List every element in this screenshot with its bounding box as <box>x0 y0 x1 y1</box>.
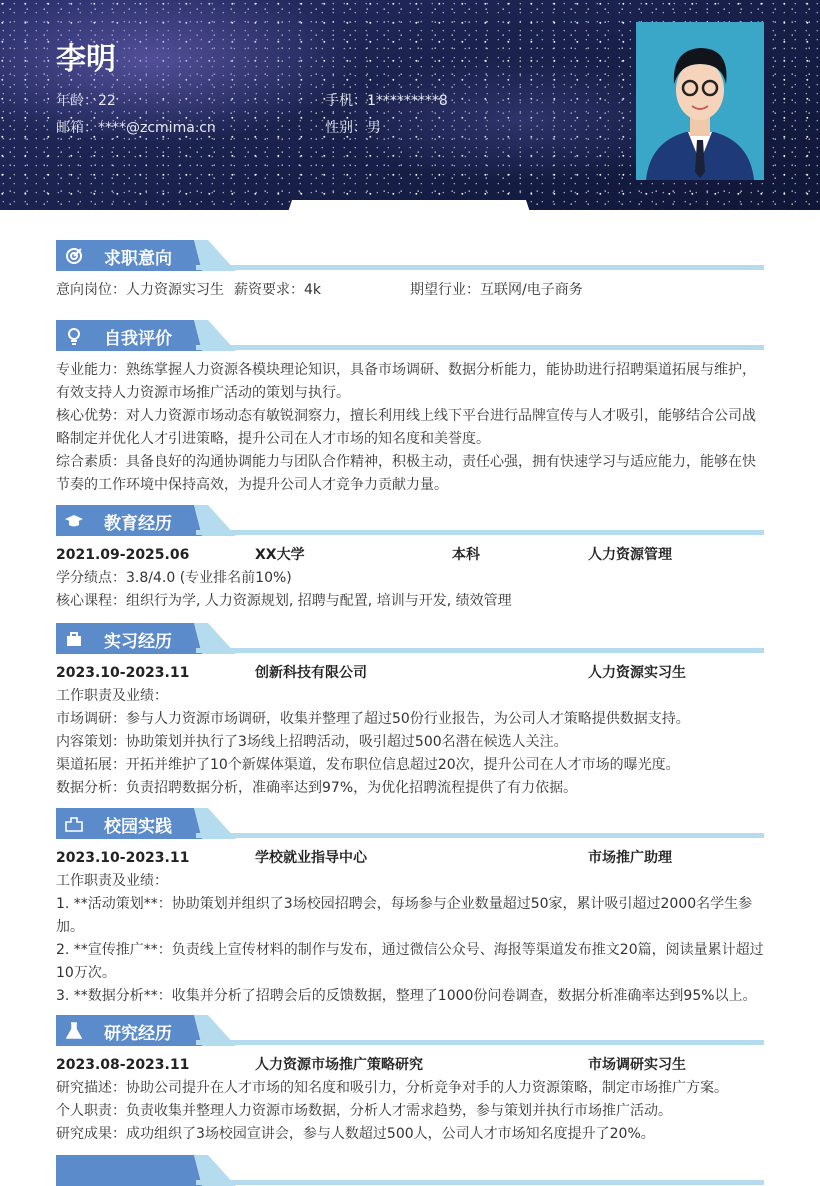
candidate-name: 李明 <box>56 42 116 77</box>
campus-line: 2. **宣传推广**：负责线上宣传材料的制作与发布，通过微信公众号、海报等渠道发布推文20篇，阅读量累计超过10万次。 <box>56 942 764 981</box>
email: 邮箱：****@zcmima.cn <box>56 120 216 136</box>
gender: 性别：男 <box>325 120 381 136</box>
section-self-evaluation <box>56 320 764 497</box>
section-title: 实习经历 <box>104 632 172 652</box>
section-job-intent <box>56 240 764 302</box>
target-icon <box>64 246 84 266</box>
campus-line: 1. **活动策划**：协助策划并组织了3场校园招聘会，每场参与企业数量超过50家，累计吸引超过2000名学生参加。 <box>56 896 753 935</box>
campus-line: 工作职责及业绩： <box>56 873 168 889</box>
graduation-cap-icon <box>64 511 84 531</box>
intern-line: 数据分析：负责招聘数据分析，准确率达到97%，为优化招聘流程提供了有力依据。 <box>56 780 578 796</box>
section-internship <box>56 623 764 800</box>
section-title: 自我评价 <box>104 329 172 349</box>
section-education <box>56 505 764 613</box>
banner-notch <box>288 200 530 212</box>
self-eval-line: 核心优势：对人力资源市场动态有敏锐洞察力，擅长利用线上线下平台进行品牌宣传与人才吸引，能够结合公司战略制定并优化人才引进策略，提升公司在人才市场的知名度和美誉度。 <box>56 408 756 447</box>
profile-photo <box>636 22 764 180</box>
section-title: 校园实践 <box>104 817 172 837</box>
edu-line: 学分绩点：3.8/4.0 (专业排名前10%) <box>56 570 292 586</box>
campus-role: 市场推广助理 <box>588 850 672 866</box>
header-banner <box>0 0 820 210</box>
lightbulb-icon <box>64 326 84 346</box>
research-date: 2023.08-2023.11 <box>56 1057 190 1073</box>
intern-line: 内容策划：协助策划并执行了3场线上招聘活动，吸引超过500名潜在候选人关注。 <box>56 734 568 750</box>
section-campus <box>56 808 764 1008</box>
research-role: 市场调研实习生 <box>588 1057 686 1073</box>
flask-icon <box>64 1021 84 1041</box>
campus-line: 3. **数据分析**：收集并分析了招聘会后的反馈数据，整理了1000份问卷调查，数据分析准确率达到95%以上。 <box>56 988 757 1004</box>
intent-salary: 薪资要求：4k <box>234 282 322 298</box>
section-title: 教育经历 <box>104 514 172 534</box>
research-project: 人力资源市场推广策略研究 <box>255 1057 423 1073</box>
intern-line: 市场调研：参与人力资源市场调研，收集并整理了超过50份行业报告，为公司人才策略提供数据支持。 <box>56 711 690 727</box>
intern-line: 渠道拓展：开拓并维护了10个新媒体渠道，发布职位信息超过20次，提升公司在人才市场的曝光度。 <box>56 757 680 773</box>
intern-company: 创新科技有限公司 <box>255 665 367 681</box>
intern-role: 人力资源实习生 <box>588 665 686 681</box>
phone: 手机：1*********8 <box>325 93 448 109</box>
section-research <box>56 1015 764 1146</box>
section-title: 研究经历 <box>104 1024 172 1044</box>
research-line: 个人职责：负责收集并整理人力资源市场数据，分析人才需求趋势，参与策划并执行市场推广活动。 <box>56 1103 672 1119</box>
self-eval-line: 专业能力：熟练掌握人力资源各模块理论知识，具备市场调研、数据分析能力，能协助进行招聘渠道拓展与维护，有效支持人力资源市场推广活动的策划与执行。 <box>56 362 756 401</box>
edu-school: XX大学 <box>255 547 305 563</box>
edu-date: 2021.09-2025.06 <box>56 547 190 563</box>
campus-org: 学校就业指导中心 <box>255 850 367 866</box>
age: 年龄：22 <box>56 93 116 109</box>
briefcase-icon <box>64 629 84 649</box>
intent-position: 意向岗位：人力资源实习生 <box>56 282 224 298</box>
edu-line: 核心课程：组织行为学, 人力资源规划, 招聘与配置, 培训与开发, 绩效管理 <box>56 593 512 609</box>
research-line: 研究成果：成功组织了3场校园宣讲会，参与人数超过500人，公司人才市场知名度提升了20%。 <box>56 1126 655 1142</box>
building-icon <box>64 814 84 834</box>
intern-line: 工作职责及业绩： <box>56 688 168 704</box>
research-line: 研究描述：协助公司提升在人才市场的知名度和吸引力，分析竞争对手的人力资源策略，制定市场推广方案。 <box>56 1080 728 1096</box>
section-title: 求职意向 <box>104 249 172 269</box>
edu-degree: 本科 <box>452 547 480 563</box>
intern-date: 2023.10-2023.11 <box>56 665 190 681</box>
edu-major: 人力资源管理 <box>588 547 672 563</box>
self-eval-line: 综合素质：具备良好的沟通协调能力与团队合作精神，积极主动，责任心强，拥有快速学习与适应能力，能够在快节奏的工作环境中保持高效，为提升公司人才竞争力贡献力量。 <box>56 454 756 493</box>
intent-industry: 期望行业：互联网/电子商务 <box>410 282 583 298</box>
campus-date: 2023.10-2023.11 <box>56 850 190 866</box>
